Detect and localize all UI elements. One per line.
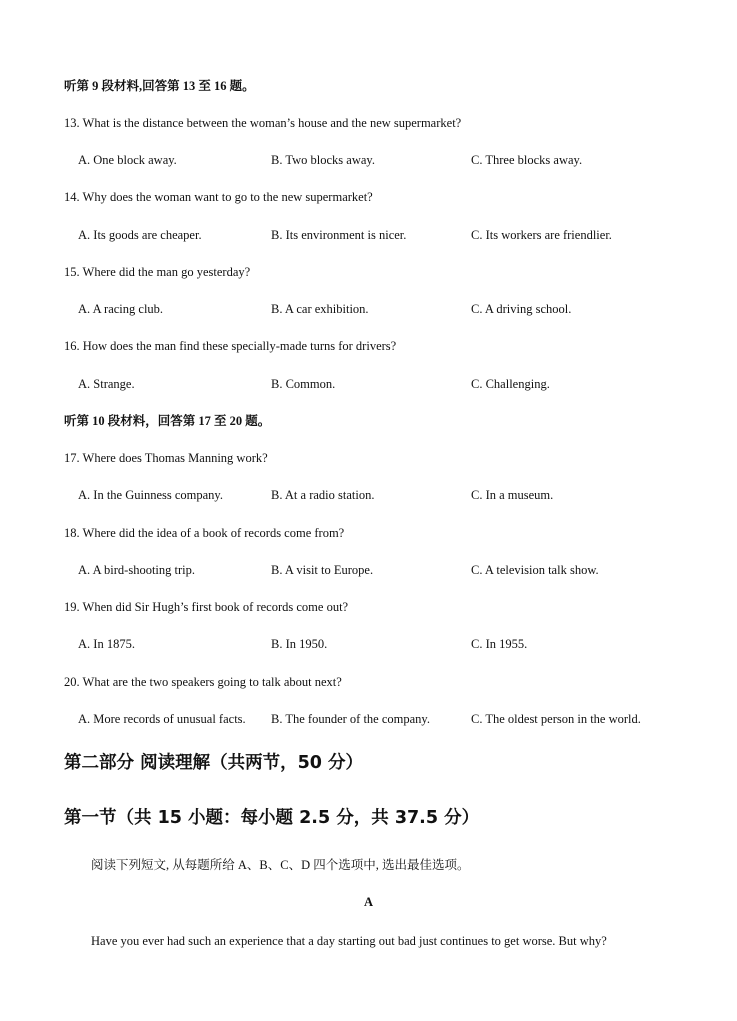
q18-option-b: B. A visit to Europe.	[271, 563, 374, 577]
q13-option-b: B. Two blocks away.	[271, 153, 375, 167]
q20-option-a: A. More records of unusual facts.	[78, 712, 246, 726]
q20-option-b: B. The founder of the company.	[271, 712, 430, 726]
q13-option-a: A. One block away.	[78, 153, 177, 167]
q16-option-a: A. Strange.	[78, 377, 135, 391]
question-17: 17. Where does Thomas Manning work?	[64, 451, 268, 465]
q18-option-c: C. A television talk show.	[471, 563, 599, 577]
q17-option-a: A. In the Guinness company.	[78, 488, 223, 502]
passage-first-line: Have you ever had such an experience that a day starting out bad just continues to get worse. But why?	[91, 934, 607, 948]
question-16: 16. How does the man find these specially-made turns for drivers?	[64, 339, 397, 353]
q19-option-c: C. In 1955.	[471, 637, 528, 651]
q14-option-c: C. Its workers are friendlier.	[471, 228, 612, 242]
q16-option-b: B. Common.	[271, 377, 336, 391]
question-14: 14. Why does the woman want to go to the new supermarket?	[64, 190, 373, 204]
section-heading-9: 听第 9 段材料,回答第 13 至 16 题。	[64, 79, 255, 93]
q19-option-b: B. In 1950.	[271, 637, 328, 651]
part-two-title: 第二部分 阅读理解（共两节，50 分）	[64, 753, 364, 773]
section-heading-10: 听第 10 段材料，回答第 17 至 20 题。	[64, 414, 271, 428]
q14-option-a: A. Its goods are cheaper.	[78, 228, 202, 242]
q13-option-c: C. Three blocks away.	[471, 153, 583, 167]
question-18: 18. Where did the idea of a book of records come from?	[64, 526, 345, 540]
question-20: 20. What are the two speakers going to talk about next?	[64, 675, 342, 689]
q15-option-a: A. A racing club.	[78, 302, 164, 316]
q14-option-b: B. Its environment is nicer.	[271, 228, 407, 242]
q19-option-a: A. In 1875.	[78, 637, 135, 651]
question-15: 15. Where did the man go yesterday?	[64, 265, 251, 279]
q15-option-b: B. A car exhibition.	[271, 302, 369, 316]
q17-option-b: B. At a radio station.	[271, 488, 375, 502]
q20-option-c: C. The oldest person in the world.	[471, 712, 641, 726]
question-19: 19. When did Sir Hugh’s first book of records come out?	[64, 600, 349, 614]
reading-instruction: 阅读下列短文, 从每题所给 A、B、C、D 四个选项中, 选出最佳选项。	[91, 858, 470, 872]
q15-option-c: C. A driving school.	[471, 302, 572, 316]
q17-option-c: C. In a museum.	[471, 488, 554, 502]
section-one-title: 第一节（共 15 小题：每小题 2.5 分，共 37.5 分）	[64, 808, 480, 828]
q18-option-a: A. A bird-shooting trip.	[78, 563, 196, 577]
q16-option-c: C. Challenging.	[471, 377, 550, 391]
passage-label: A	[363, 895, 374, 909]
question-13: 13. What is the distance between the woman’s house and the new supermarket?	[64, 116, 462, 130]
